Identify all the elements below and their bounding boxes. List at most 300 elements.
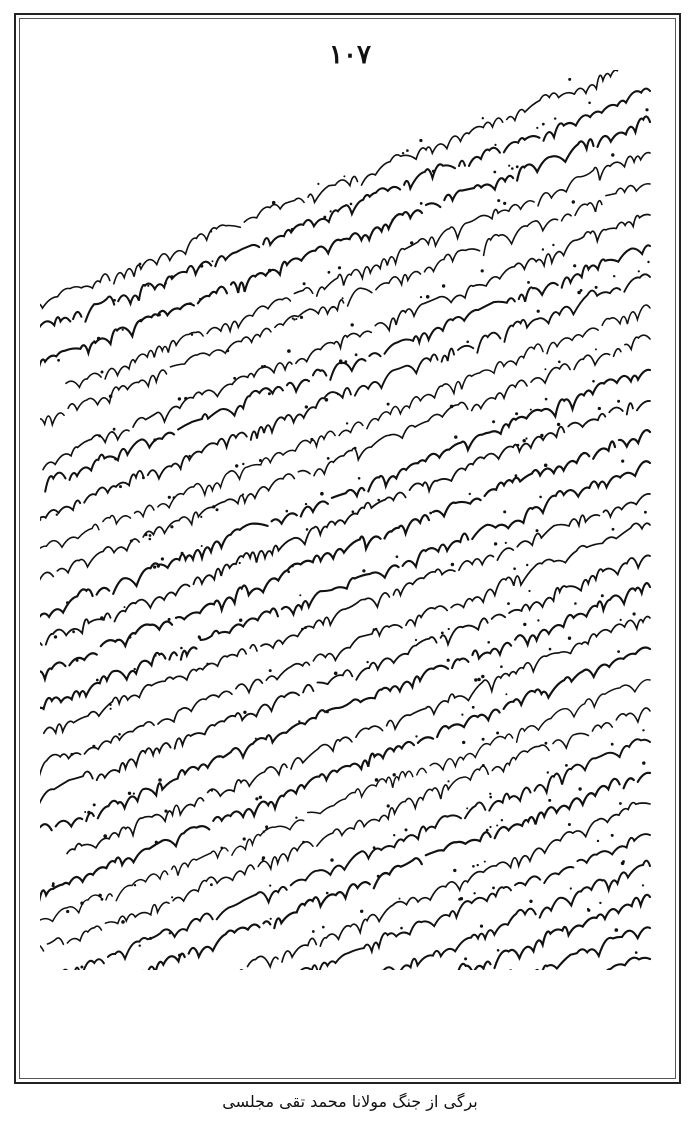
handwriting-dot	[615, 928, 619, 932]
handwriting-dot	[268, 392, 271, 395]
handwriting-line	[67, 612, 650, 853]
manuscript-handwriting	[40, 70, 660, 970]
handwriting-stroke	[40, 523, 650, 792]
handwriting-stroke	[40, 274, 650, 548]
handwriting-dot	[69, 320, 71, 322]
handwriting-dot	[72, 630, 75, 633]
handwriting-dot	[272, 201, 276, 205]
handwriting-dot	[620, 619, 622, 621]
handwriting-dot	[597, 840, 599, 842]
handwriting-dot	[501, 819, 503, 821]
handwriting-dot	[97, 337, 100, 340]
handwriting-dot	[169, 932, 171, 934]
handwriting-dot	[387, 804, 390, 807]
handwriting-dot	[617, 650, 620, 653]
handwriting-dot	[454, 435, 457, 438]
handwriting-dot	[233, 377, 236, 380]
handwriting-dot	[199, 298, 201, 300]
handwriting-dot	[622, 860, 625, 863]
handwriting-dot	[301, 628, 304, 631]
handwriting-dot	[210, 230, 212, 232]
handwriting-dot	[181, 552, 184, 555]
handwriting-dot	[122, 329, 124, 331]
handwriting-dot	[496, 825, 498, 827]
handwriting-dot	[310, 438, 313, 441]
handwriting-dot	[515, 474, 518, 477]
handwriting-dot	[139, 263, 142, 266]
handwriting-dot	[544, 368, 546, 370]
handwriting-dot	[320, 492, 324, 496]
handwriting-dot	[149, 538, 152, 541]
handwriting-dot	[57, 359, 60, 362]
handwriting-dot	[158, 778, 162, 782]
handwriting-dot	[291, 565, 293, 567]
handwriting-dot	[170, 275, 173, 278]
handwriting-line	[40, 834, 650, 970]
handwriting-dot	[396, 555, 399, 558]
handwriting-dot	[508, 165, 510, 167]
handwriting-dot	[171, 896, 173, 898]
handwriting-dot	[139, 945, 141, 947]
handwriting-dot	[574, 602, 577, 605]
handwriting-dot	[173, 496, 176, 499]
handwriting-dot	[255, 797, 258, 800]
handwriting-dot	[420, 202, 423, 205]
handwriting-dot	[212, 505, 215, 508]
handwriting-dot	[400, 927, 403, 930]
handwriting-dot	[168, 618, 171, 621]
handwriting-dot	[242, 463, 244, 465]
handwriting-dot	[477, 864, 479, 866]
handwriting-dot	[472, 706, 475, 709]
handwriting-dot	[338, 266, 341, 269]
handwriting-dot	[93, 340, 95, 342]
handwriting-dot	[332, 306, 334, 308]
handwriting-dot	[149, 937, 152, 940]
handwriting-dot	[644, 511, 647, 514]
handwriting-dot	[517, 444, 520, 447]
handwriting-line	[40, 761, 650, 970]
handwriting-dot	[295, 318, 297, 320]
handwriting-dot	[344, 360, 347, 363]
handwriting-dot	[462, 741, 465, 744]
handwriting-dot	[235, 464, 238, 467]
handwriting-dot	[429, 512, 432, 515]
handwriting-dot	[145, 533, 148, 536]
handwriting-dot	[343, 175, 345, 177]
handwriting-dot	[642, 884, 644, 886]
handwriting-dot	[189, 302, 192, 305]
handwriting-dot	[133, 793, 135, 795]
handwriting-dot	[334, 672, 338, 676]
handwriting-dot	[109, 704, 111, 706]
handwriting-dot	[154, 655, 156, 657]
handwriting-dot	[447, 780, 449, 782]
handwriting-dot	[295, 817, 297, 819]
handwriting-line	[40, 680, 650, 951]
handwriting-dot	[263, 831, 265, 833]
handwriting-dot	[128, 636, 131, 639]
handwriting-dot	[537, 619, 539, 621]
handwriting-dot	[326, 710, 329, 713]
handwriting-dot	[415, 735, 417, 737]
handwriting-dot	[142, 476, 145, 479]
handwriting-dot	[100, 616, 103, 619]
handwriting-dot	[328, 271, 331, 274]
handwriting-dot	[101, 898, 104, 901]
handwriting-dot	[92, 745, 95, 748]
handwriting-dot	[184, 397, 187, 400]
page-number: ۱۰۷	[329, 40, 371, 70]
handwriting-dot	[286, 510, 289, 513]
handwriting-dot	[503, 202, 506, 205]
handwriting-dot	[611, 834, 614, 837]
handwriting-dot	[489, 793, 491, 795]
handwriting-dot	[210, 883, 213, 886]
handwriting-dot	[70, 753, 73, 756]
handwriting-line	[40, 370, 650, 622]
handwriting-dot	[460, 897, 463, 900]
handwriting-dot	[477, 678, 480, 681]
handwriting-dot	[572, 200, 575, 203]
handwriting-dot	[212, 260, 214, 262]
handwriting-line	[40, 511, 650, 793]
handwriting-dot	[617, 400, 620, 403]
handwriting-dot	[595, 348, 597, 350]
handwriting-dot	[621, 460, 624, 463]
handwriting-dot	[52, 884, 55, 887]
handwriting-dot	[191, 334, 193, 336]
handwriting-dot	[164, 810, 167, 813]
handwriting-dot	[121, 920, 125, 924]
handwriting-dot	[350, 203, 353, 206]
handwriting-dot	[547, 771, 549, 773]
handwriting-stroke	[40, 370, 650, 622]
handwriting-dot	[360, 910, 363, 913]
handwriting-dot	[505, 542, 507, 544]
handwriting-dot	[426, 295, 430, 299]
handwriting-line	[40, 89, 650, 357]
handwriting-dot	[580, 289, 583, 292]
handwriting-dot	[299, 594, 301, 596]
handwriting-dot	[493, 171, 496, 174]
handwriting-dot	[306, 528, 309, 531]
handwriting-dot	[355, 353, 358, 356]
handwriting-dot	[399, 898, 401, 900]
handwriting-dot	[474, 678, 477, 681]
handwriting-stroke	[40, 834, 650, 970]
handwriting-dot	[464, 957, 467, 960]
handwriting-dot	[263, 365, 266, 368]
handwriting-dot	[542, 123, 545, 126]
handwriting-dot	[206, 663, 209, 666]
handwriting-stroke	[40, 680, 650, 951]
handwriting-dot	[243, 838, 245, 840]
handwriting-dot	[114, 458, 117, 461]
handwriting-dot	[114, 641, 116, 643]
handwriting-stroke	[40, 773, 650, 970]
handwriting-dot	[482, 738, 485, 741]
handwriting-dot	[168, 496, 171, 499]
handwriting-dot	[484, 861, 486, 863]
handwriting-dot	[375, 778, 379, 782]
handwriting-dot	[110, 708, 112, 710]
handwriting-dot	[147, 285, 149, 287]
handwriting-dot	[268, 269, 272, 273]
handwriting-dot	[497, 949, 500, 952]
handwriting-dot	[405, 828, 408, 831]
handwriting-dot	[451, 563, 454, 566]
handwriting-dot	[568, 823, 571, 826]
handwriting-stroke	[40, 494, 650, 739]
handwriting-dot	[305, 503, 307, 505]
handwriting-dot	[270, 918, 272, 920]
handwriting-dot	[351, 323, 354, 326]
handwriting-dot	[587, 908, 589, 910]
handwriting-dot	[599, 902, 601, 904]
handwriting-dot	[119, 485, 122, 488]
handwriting-dot	[358, 477, 361, 480]
handwriting-dot	[101, 371, 104, 374]
handwriting-dot	[170, 525, 173, 528]
handwriting-dot	[530, 409, 532, 411]
handwriting-dot	[158, 313, 161, 316]
handwriting-dot	[239, 619, 242, 622]
handwriting-dot	[366, 661, 368, 663]
handwriting-dot	[259, 459, 262, 462]
handwriting-dot	[155, 841, 158, 844]
handwriting-dot	[549, 648, 552, 651]
handwriting-dot	[180, 647, 183, 650]
handwriting-dot	[536, 529, 539, 532]
handwriting-dot	[461, 714, 463, 716]
handwriting-dot	[293, 318, 295, 320]
handwriting-dot	[54, 635, 57, 638]
handwriting-dot	[305, 405, 308, 408]
handwriting-dot	[322, 926, 325, 929]
handwriting-stroke	[40, 927, 650, 970]
handwriting-dot	[447, 659, 450, 662]
handwriting-dot	[56, 514, 58, 516]
handwriting-dot	[218, 756, 220, 758]
handwriting-dot	[592, 380, 595, 383]
handwriting-dot	[98, 434, 101, 437]
handwriting-dot	[578, 787, 581, 790]
handwriting-dot	[523, 623, 526, 626]
handwriting-dot	[220, 847, 223, 850]
handwriting-dot	[511, 167, 514, 170]
handwriting-dot	[291, 228, 294, 231]
handwriting-dot	[255, 738, 257, 740]
handwriting-dot	[507, 602, 510, 605]
handwriting-dot	[153, 438, 156, 441]
handwriting-stroke	[40, 335, 650, 593]
handwriting-dot	[598, 407, 601, 410]
handwriting-dot	[109, 395, 113, 399]
handwriting-line	[40, 708, 650, 951]
handwriting-dot	[164, 282, 167, 285]
handwriting-stroke	[40, 89, 650, 357]
handwriting-dot	[178, 954, 181, 957]
handwriting-dot	[200, 516, 202, 518]
handwriting-dot	[211, 790, 213, 792]
handwriting-dot	[573, 264, 576, 267]
handwriting-dot	[565, 764, 568, 767]
handwriting-dot	[402, 152, 404, 154]
handwriting-dot	[450, 405, 454, 409]
handwriting-dot	[393, 773, 396, 776]
handwriting-dot	[287, 349, 291, 353]
handwriting-dot	[302, 841, 305, 844]
handwriting-dot	[496, 732, 499, 735]
handwriting-dot	[419, 139, 422, 142]
handwriting-dot	[242, 493, 244, 495]
handwriting-dot	[113, 428, 116, 431]
handwriting-dot	[505, 693, 507, 695]
handwriting-dot	[200, 264, 203, 267]
handwriting-dot	[442, 284, 445, 287]
handwriting-dot	[98, 894, 102, 898]
handwriting-dot	[528, 590, 530, 592]
handwriting-stroke	[41, 958, 650, 970]
handwriting-dot	[545, 398, 548, 401]
handwriting-dot	[570, 887, 572, 889]
handwriting-dot	[568, 637, 571, 640]
handwriting-line	[40, 494, 650, 739]
handwriting-dot	[497, 199, 500, 202]
handwriting-dot	[354, 447, 357, 450]
handwriting-stroke	[40, 430, 650, 700]
handwriting-dot	[352, 510, 355, 513]
handwriting-dot	[613, 275, 615, 277]
handwriting-dot	[87, 811, 90, 814]
handwriting-dot	[638, 270, 640, 272]
handwriting-dot	[304, 626, 307, 629]
handwriting-dot	[269, 885, 271, 887]
handwriting-dot	[139, 319, 142, 322]
handwriting-dot	[466, 807, 468, 809]
handwriting-dot	[201, 545, 203, 547]
handwriting-line	[40, 335, 650, 593]
handwriting-dot	[448, 628, 450, 630]
handwriting-dot	[515, 412, 518, 415]
handwriting-dot	[536, 127, 538, 129]
handwriting-dot	[480, 925, 483, 928]
handwriting-dot	[312, 930, 315, 933]
handwriting-dot	[415, 639, 417, 641]
handwriting-dot	[317, 183, 319, 185]
handwriting-dot	[373, 846, 376, 849]
handwriting-dot	[647, 261, 649, 263]
handwriting-dot	[548, 799, 551, 802]
handwriting-dot	[633, 612, 636, 615]
handwriting-dot	[265, 825, 268, 828]
handwriting-dot	[188, 455, 190, 457]
handwriting-dot	[96, 679, 99, 682]
handwriting-dot	[539, 496, 542, 499]
handwriting-dot	[243, 711, 246, 714]
handwriting-dot	[40, 519, 41, 521]
handwriting-dot	[513, 567, 516, 570]
handwriting-stroke	[40, 739, 650, 970]
handwriting-dot	[149, 534, 152, 537]
handwriting-dot	[410, 241, 413, 244]
handwriting-dot	[134, 668, 136, 670]
handwriting-dot	[500, 665, 503, 668]
handwriting-dot	[492, 420, 495, 423]
handwriting-dot	[406, 149, 409, 152]
handwriting-dot	[494, 144, 496, 146]
handwriting-dot	[337, 393, 339, 395]
handwriting-dot	[473, 892, 475, 894]
handwriting-dot	[80, 966, 83, 969]
handwriting-dot	[178, 397, 181, 400]
handwriting-dot	[420, 296, 422, 298]
handwriting-dot	[373, 628, 376, 631]
handwriting-dot	[482, 117, 484, 119]
handwriting-dot	[84, 811, 86, 813]
handwriting-dot	[601, 594, 604, 597]
handwriting-dot	[492, 887, 495, 890]
handwriting-dot	[66, 910, 69, 913]
handwriting-dot	[537, 310, 540, 313]
handwriting-stroke	[40, 116, 650, 373]
handwriting-dot	[216, 508, 219, 511]
handwriting-dot	[481, 675, 484, 678]
handwriting-dot	[482, 764, 485, 767]
handwriting-dot	[346, 422, 348, 424]
handwriting-stroke	[67, 616, 650, 853]
handwriting-dot	[325, 398, 329, 402]
handwriting-dot	[261, 365, 264, 368]
handwriting-dot	[612, 528, 615, 531]
handwriting-dot	[160, 653, 162, 655]
handwriting-dot	[226, 349, 229, 352]
handwriting-dot	[523, 439, 526, 442]
handwriting-dot	[157, 564, 160, 567]
handwriting-stroke	[58, 895, 651, 970]
handwriting-dot	[481, 269, 484, 272]
handwriting-dot	[326, 892, 329, 895]
handwriting-dot	[103, 834, 107, 838]
handwriting-line	[40, 430, 650, 700]
handwriting-dot	[93, 803, 96, 806]
handwriting-drawing	[40, 70, 660, 970]
handwriting-dot	[300, 316, 303, 319]
handwriting-dot	[239, 562, 241, 564]
handwriting-line	[40, 555, 650, 815]
handwriting-dot	[494, 542, 497, 545]
handwriting-dot	[377, 875, 380, 878]
handwriting-dot	[161, 557, 164, 560]
handwriting-line	[40, 927, 650, 970]
handwriting-dot	[130, 540, 133, 543]
handwriting-dot	[392, 219, 394, 221]
handwriting-dot	[635, 951, 638, 954]
handwriting-dot	[472, 865, 475, 868]
handwriting-dot	[287, 571, 290, 574]
handwriting-dot	[503, 510, 506, 513]
handwriting-dot	[393, 834, 395, 836]
handwriting-dot	[432, 170, 435, 173]
handwriting-stroke	[40, 401, 650, 670]
handwriting-dot	[529, 900, 532, 903]
handwriting-dot	[489, 796, 492, 799]
handwriting-dot	[441, 632, 444, 635]
handwriting-dot	[554, 117, 556, 119]
handwriting-line	[40, 108, 650, 373]
handwriting-line	[40, 400, 650, 670]
